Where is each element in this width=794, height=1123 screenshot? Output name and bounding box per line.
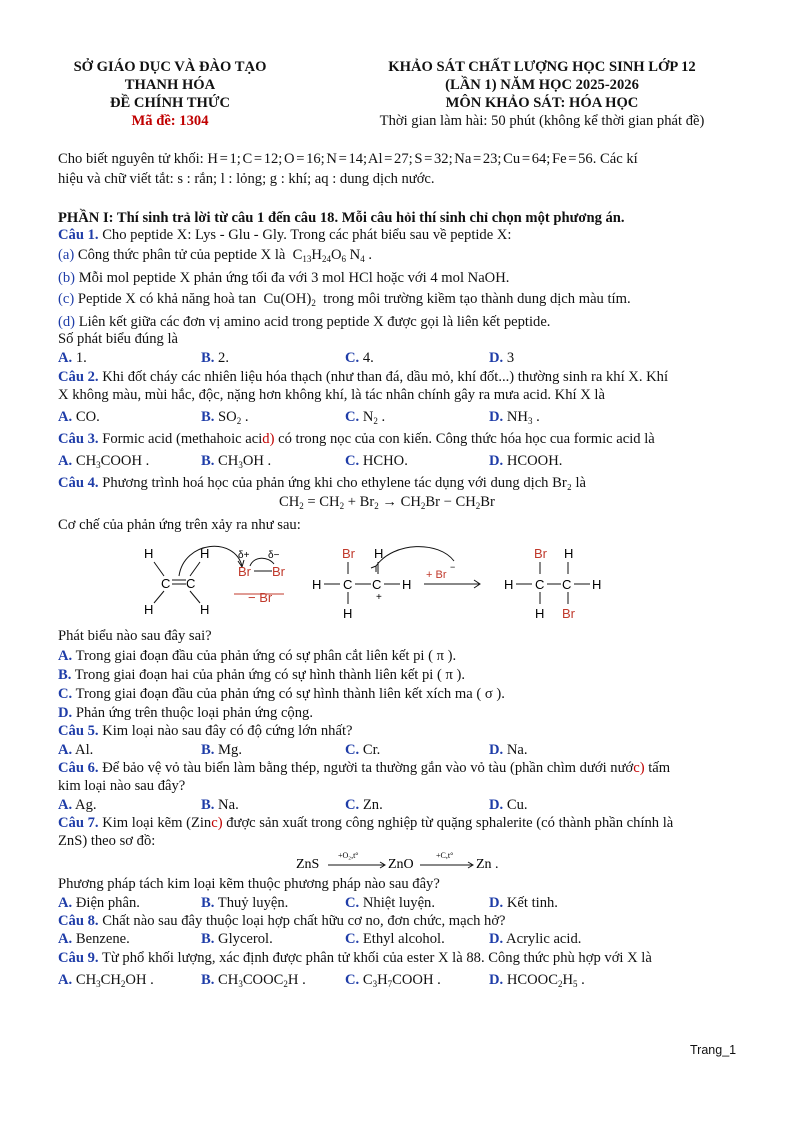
q8-option-d[interactable]: D. Acrylic acid. (489, 931, 582, 947)
q1-statement-c (58, 290, 748, 312)
svg-text:H: H (144, 546, 154, 561)
q8-option-b[interactable]: B. Glycerol. (201, 931, 273, 947)
q7-option-c[interactable]: C. Nhiệt luyện. (345, 895, 436, 911)
q7-text-1: Kim loại kẽm (Zin (102, 815, 212, 831)
q1-text: Cho peptide X: Lys - Glu - Gly. Trong các phát biểu sau về peptide X: (102, 227, 512, 243)
q9-label: Câu 9. (58, 950, 99, 966)
intro-prefix: Cho biết nguyên tử khối: (58, 151, 204, 167)
q8-label: Câu 8. (58, 913, 99, 929)
atomic-masses: H = 1; C = 12; O = 16; N = 14; Al = 27; S = 32; Na = 23; Cu = 64; Fe = 56 (207, 151, 593, 167)
svg-text:C: C (372, 577, 382, 592)
svg-text:C: C (186, 576, 196, 591)
svg-text:H: H (564, 546, 574, 561)
q3-option-b[interactable]: B. $CH_3OH$ . (201, 453, 272, 470)
ethylene-equation: $CH_2 = CH_2 + Br_2 \to CH_2Br - CH_2Br$ (279, 494, 495, 511)
q4-ask: Phát biểu nào sau đây sai? (58, 628, 212, 644)
intro-line-2: hiệu và chữ viết tắt: s : rắn; l : lỏng; g : khí; aq : dung dịch nước. (58, 171, 435, 187)
svg-text:C: C (535, 577, 545, 592)
svg-text:ZnS: ZnS (296, 857, 320, 872)
question-8 (58, 912, 748, 930)
page-number: Trang_1 (690, 1043, 737, 1057)
header-left (40, 58, 300, 130)
svg-text:H: H (200, 602, 210, 617)
intro-line-1 (58, 150, 748, 168)
q9-option-d[interactable]: D. $HCOOC_2H_5$ . (489, 972, 585, 989)
q1-statement-d (58, 313, 748, 331)
q1-statement-b (58, 269, 748, 287)
exam-code: Mã đề: 1304 (131, 113, 209, 129)
dibromoethane-product (504, 546, 601, 621)
svg-text:+C,t°: +C,t° (436, 851, 454, 860)
peptide-formula: $C_{13}H_{24}O_6$ $N_4$ . (289, 247, 373, 264)
question-1 (58, 226, 748, 244)
q9-option-a[interactable]: A. $CH_3CH_2OH$ . (58, 972, 154, 989)
svg-text:Br: Br (562, 606, 575, 621)
q4-option-d[interactable]: D. Phản ứng trên thuộc loại phản ứng cộng. (58, 705, 313, 721)
q2-text-1: Khi đốt cháy các nhiên liệu hóa thạch (như than đá, dầu mỏ, khí đốt...) thường sinh ra khí X. Khí (102, 369, 669, 385)
svg-text:ZnO: ZnO (388, 857, 414, 872)
q4-option-b[interactable]: B. Trong giai đoạn hai của phản ứng có sự hình thành liên kết pi ( π ). (58, 667, 466, 683)
svg-text:H: H (200, 546, 210, 561)
svg-text:δ+: δ+ (238, 550, 250, 561)
q4-option-a[interactable]: A. Trong giai đoạn đầu của phản ứng có sự phân cắt liên kết pi ( π ). (58, 648, 457, 664)
q1-c-pre: Peptide X có khả năng hoà tan (77, 291, 257, 307)
q2-option-a[interactable]: A. CO. (58, 409, 100, 425)
question-9 (58, 949, 748, 967)
q5-text: Kim loại nào sau đây có độ cứng lớn nhất? (102, 723, 353, 739)
department-name: SỞ GIÁO DỤC VÀ ĐÀO TẠO (73, 59, 267, 75)
exam-subject: MÔN KHẢO SÁT: HÓA HỌC (445, 95, 639, 111)
svg-text:C: C (161, 576, 171, 591)
svg-text:H: H (312, 577, 322, 592)
question-7 (58, 814, 748, 832)
q8-option-a[interactable]: A. Benzene. (58, 931, 130, 947)
q4-text: Phương trình hoá học của phản ứng khi cho ethylene tác dụng với dung dịch Br₂ là (102, 475, 586, 491)
bromine-molecule (234, 550, 286, 605)
province-name: THANH HÓA (124, 77, 216, 93)
q3-text: Formic acid (methahoic aci (102, 431, 263, 447)
q1-b-label: (b) (58, 270, 76, 286)
intro-suffix: . Các kí (592, 151, 638, 167)
q1-c-label: (c) (58, 291, 75, 307)
q1-label: Câu 1. (58, 227, 99, 243)
q8-text: Chất nào sau đây thuộc loại hợp chất hữu cơ no, đơn chức, mạch hở? (102, 913, 506, 929)
q2-option-c[interactable]: C. $N_2$ . (345, 409, 386, 426)
q2-option-d[interactable]: D. $NH_3$ . (489, 409, 540, 426)
q1-option-a[interactable]: A. 1. (58, 350, 87, 366)
q6-text-red: c) (633, 760, 645, 776)
q5-option-c[interactable]: C. Cr. (345, 742, 381, 758)
q9-text: Từ phổ khối lượng, xác định được phân tử khối của ester X là 88. Công thức phù hợp với X là (101, 950, 652, 966)
svg-text:H: H (402, 577, 412, 592)
exam-session: (LẦN 1) NĂM HỌC 2025-2026 (445, 77, 639, 93)
bromide-addition-arrow (424, 562, 480, 588)
q8-option-c[interactable]: C. Ethyl alcohol. (345, 931, 445, 947)
q1-option-c[interactable]: C. 4. (345, 350, 374, 366)
question-5 (58, 722, 748, 740)
q7-ask: Phương pháp tách kim loại kẽm thuộc phương pháp nào sau đây? (58, 876, 440, 892)
q1-a-text: Công thức phân tử của peptide X là (77, 247, 286, 263)
q4-label: Câu 4. (58, 475, 99, 491)
q5-option-b[interactable]: B. Mg. (201, 742, 242, 758)
q5-option-a[interactable]: A. Al. (58, 742, 94, 758)
q7-option-a[interactable]: A. Điện phân. (58, 895, 140, 911)
header-right (322, 58, 762, 130)
q6-label: Câu 6. (58, 760, 99, 776)
svg-text:C: C (343, 577, 353, 592)
q1-d-label: (d) (58, 314, 76, 330)
q2-option-b[interactable]: B. $SO_2$ . (201, 409, 249, 426)
q7-option-b[interactable]: B. Thuỷ luyện. (201, 895, 289, 911)
part-1-heading: PHẦN I: Thí sinh trả lời từ câu 1 đến câu 18. Mỗi câu hỏi thí sinh chỉ chọn một phương án. (58, 210, 625, 226)
svg-text:H: H (535, 606, 545, 621)
q3-text-red: d) (262, 431, 275, 447)
q5-label: Câu 5. (58, 723, 99, 739)
ethylene-structure (144, 546, 244, 617)
q1-statement-a (58, 246, 748, 268)
q7-option-d[interactable]: D. Kết tinh. (489, 895, 558, 911)
svg-text:+ Br: + Br (426, 569, 447, 581)
svg-text:H: H (592, 577, 602, 592)
q7-text-end: được sản xuất trong công nghiệp từ quặng sphalerite (có thành phần chính là (226, 815, 674, 831)
q7-label: Câu 7. (58, 815, 99, 831)
q6-text-end: tấm (648, 760, 671, 776)
svg-text:Br: Br (238, 564, 251, 579)
q1-d-text: Liên kết giữa các đơn vị amino acid trong peptide X được gọi là liên kết peptide. (78, 314, 551, 330)
q3-text-end: có trong nọc của con kiến. Công thức hóa học cua formic acid là (278, 431, 655, 447)
q3-label: Câu 3. (58, 431, 99, 447)
q6-text-1: Để bảo vệ vỏ tàu biển làm bằng thép, người ta thường gắn vào vỏ tàu (phần chìm dưới nướ (102, 760, 634, 776)
svg-text:−: − (450, 562, 456, 572)
q9-option-b[interactable]: B. $CH_3COOC_2H$ . (201, 972, 306, 989)
q1-b-text: Mỗi mol peptide X phản ứng tối đa với 3 mol HCl hoặc với 4 mol NaOH. (78, 270, 510, 286)
svg-text:δ−: δ− (268, 550, 280, 561)
copper-hydroxide-formula: $Cu(OH)_2$ (259, 291, 316, 308)
question-3 (58, 430, 748, 448)
svg-text:Br: Br (272, 564, 285, 579)
q1-c-post: trong môi trường kiềm tạo thành dung dịch màu tím. (323, 291, 631, 307)
svg-text:C: C (562, 577, 572, 592)
q3-option-d[interactable]: D. HCOOH. (489, 453, 563, 469)
q1-ask: Số phát biểu đúng là (58, 331, 178, 347)
svg-text:H: H (374, 546, 384, 561)
question-6 (58, 759, 748, 777)
q3-option-a[interactable]: A. $CH_3COOH$ . (58, 453, 150, 470)
zinc-production-scheme (296, 848, 506, 874)
q9-option-c[interactable]: C. $C_3H_7COOH$ . (345, 972, 441, 989)
q1-a-label: (a) (58, 247, 75, 263)
q6-option-c[interactable]: C. Zn. (345, 797, 383, 813)
q7-text-2: ZnS) theo sơ đồ: (58, 833, 156, 849)
question-4 (58, 474, 748, 492)
svg-text:Br: Br (342, 546, 355, 561)
svg-text:+O₂,t°: +O₂,t° (338, 851, 359, 860)
q6-text-2: kim loại nào sau đây? (58, 778, 186, 794)
question-2 (58, 368, 748, 386)
q6-option-d[interactable]: D. Cu. (489, 797, 528, 813)
exam-time: Thời gian làm hài: 50 phút (không kể thời gian phát đề) (379, 113, 705, 129)
q4-mechanism-intro: Cơ chế của phản ứng trên xảy ra như sau: (58, 517, 301, 533)
q2-label: Câu 2. (58, 369, 99, 385)
svg-text:H: H (504, 577, 514, 592)
q1-option-d[interactable]: D. 3 (489, 350, 515, 366)
q5-option-d[interactable]: D. Na. (489, 742, 528, 758)
exam-title: KHẢO SÁT CHẤT LƯỢNG HỌC SINH LỚP 12 (388, 59, 696, 75)
q3-option-c[interactable]: C. HCHO. (345, 453, 408, 469)
svg-text:+: + (376, 592, 382, 603)
svg-text:Br: Br (534, 546, 547, 561)
q7-text-red: c) (211, 815, 223, 831)
svg-text:Zn .: Zn . (476, 857, 499, 872)
q4-option-c[interactable]: C. Trong giai đoạn đầu của phản ứng có sự hình thành liên kết xích ma ( σ ). (58, 686, 505, 702)
mechanism-diagram (134, 536, 630, 626)
svg-text:H: H (343, 606, 353, 621)
official-label: ĐỀ CHÍNH THỨC (109, 95, 230, 111)
q1-option-b[interactable]: B. 2. (201, 350, 229, 366)
q6-option-b[interactable]: B. Na. (201, 797, 239, 813)
q2-text-2: X không màu, mùi hắc, độc, nặng hơn không khí, là tác nhân chính gây ra mưa acid. Khí X là (58, 387, 605, 403)
svg-text:− Br: − Br (248, 590, 273, 605)
q6-option-a[interactable]: A. Ag. (58, 797, 97, 813)
svg-text:H: H (144, 602, 154, 617)
